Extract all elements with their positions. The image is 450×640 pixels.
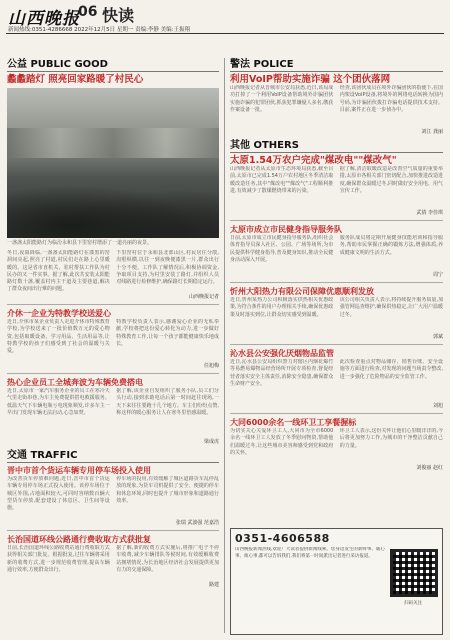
right-column bbox=[230, 58, 443, 472]
divider bbox=[7, 304, 219, 305]
article-body-jump-start bbox=[7, 388, 219, 439]
article-body-sanitation-workers bbox=[230, 428, 443, 465]
body-paragraph: 特教学校负责人表示,感谢爱心企业的无私奉献,学校将把这份爱心转化为动力,进一步做好特殊教育工作,让每一个孩子都能健康快乐地成长。 bbox=[116, 319, 219, 347]
divider bbox=[7, 373, 219, 374]
body-paragraph: 据了解,新的收费方式实施后,将推广电子不停车收费,减少车辆排队等候时间,有效缓解收费站拥堵情况,为长治地区经济社会发展提供更加有力的交通保障。 bbox=[116, 545, 219, 573]
body-paragraph: 山西晚报记者从太原市生态环境局获悉,截至目前,太原市已完成1.54万户农村地区冬季清洁取暖改造任务,其中"煤改电""煤改气"工程顺利推进,有效减少了散煤燃烧带来的污染。 bbox=[230, 166, 334, 194]
article-credit: 刘江 龚丽 bbox=[421, 129, 443, 135]
body-paragraph: 此次检查重点对物品储存、销售台账、安全设施等方面进行检查,对发现的问题当场责令整改,进一步强化了危险物品的安全监管工作。 bbox=[339, 359, 443, 380]
body-paragraph: 经查,该团伙成员在境外诈骗团伙的指使下,在国内架设VoIP设备,将境外的网络电话转换为国内号码,为诈骗团伙拨打诈骗电话提供技术支持。目前,案件正在进一步侦办中。 bbox=[339, 85, 443, 113]
article-body-clean-heating bbox=[230, 166, 443, 210]
article-title-truck-parking[interactable]: 晋中市首个货运车辆专用停车场投入使用 bbox=[7, 466, 151, 475]
article-title-heating-company[interactable]: 忻州大阳热力有限公司保障优惠顺利发放 bbox=[230, 287, 374, 296]
article-body-heating-company bbox=[230, 297, 443, 334]
article-body-hazardous-goods bbox=[230, 359, 443, 403]
header-meta: 新闻热线:0351-4286668 2022年12月5日 星期一 责编:李静 美编:王振翔 bbox=[8, 27, 191, 33]
column-separator bbox=[224, 58, 225, 633]
article-title-street-lamps[interactable]: 蠡蠡踏灯 照亮回家路暖了村民心 bbox=[7, 74, 144, 85]
header-rule bbox=[6, 33, 444, 34]
article-credit: 山西晚报记者 bbox=[188, 294, 219, 300]
body-paragraph: 该公司相关负责人表示,将持续提升服务质量,加强管网巡查维护,确保供热稳定,让广大用户温暖过冬。 bbox=[339, 297, 443, 318]
body-paragraph: 停车场的投用,有效缓解了城区道路货车乱停乱放的现象,为货车司机提供了安全、便捷的停车和休息环境,同时也提升了城市形象和道路通行效率。 bbox=[116, 476, 219, 504]
section-tag-traffic: 交通 TRAFFIC bbox=[7, 449, 219, 463]
article-credit: 郭斌 bbox=[432, 334, 443, 340]
body-paragraph: 山西晚报记者从晋城市公安局获悉,近日,该局成功打掉了一个利用VoIP设备帮助境外诈骗团伙实施诈骗的犯罪团伙,抓获犯罪嫌疑人多名,缴获作案设备一批。 bbox=[230, 85, 334, 113]
article-credit: 武倩 李佳琪 bbox=[416, 210, 443, 216]
qr-code-icon[interactable] bbox=[390, 549, 438, 597]
body-paragraph: 据了解,清洁取暖改造是改善空气质量的重要举措,太原市各相关部门密切配合,加快推进改造进度,确保群众温暖过冬,同时做好安全用电、用气宣传工作。 bbox=[339, 166, 443, 194]
divider bbox=[230, 344, 443, 345]
body-paragraph: 下里窑村位于永和县北部山区,村民居住分散,沟壑纵横,以往一到夜晚便漆黑一片,群众出行十分不便。工作队了解情况后,积极协调资金,争取项目支持,为村里安装了路灯,并组织人员对线路进行检修维护,确保路灯长期稳定运行。 bbox=[116, 250, 219, 286]
page-header bbox=[0, 0, 450, 34]
ad-text: 山西晚报新闻热线,欢迎广大读者提供新闻线索。您身边发生的新鲜事、暖心事、烦心事,都可以告诉我们,我们将第一时间派出记者进行采访报道。 bbox=[235, 547, 385, 559]
body-paragraph: 近日,忻州某热力公司积极落实供热相关优惠政策,为符合条件的用户办理相关手续,确保优惠政策及时落实到位,让群众切实感受到温暖。 bbox=[230, 297, 334, 318]
body-paragraph: 服务队成员将定期开展健身技能培训和指导服务,帮助市民掌握正确的锻炼方法,增强体质,养成健康文明的生活方式。 bbox=[339, 235, 443, 256]
divider bbox=[7, 530, 219, 531]
body-paragraph: 近日,太原市一家汽车服务企业的员工在寒冷天气里走街串巷,为车主免费提供搭电救援服务。低温天气下车辆电瓶亏电现象频发,许多车主一早出门发现车辆无法启动,心急如焚。 bbox=[7, 388, 110, 416]
article-credit: 任旭梅 bbox=[203, 363, 219, 369]
article-title-special-school[interactable]: 介休一企业为特教学校送爱心 bbox=[7, 309, 111, 318]
village-night-photo bbox=[7, 88, 219, 238]
page-number: 06 bbox=[78, 4, 98, 20]
article-title-voip-fraud[interactable]: 利用VoIP帮助实施诈骗 这个团伙落网 bbox=[230, 74, 391, 85]
qr-label: 扫码关注 bbox=[404, 601, 422, 606]
section-tag-public-good: 公益 PUBLIC GOOD bbox=[7, 58, 219, 72]
article-credit: 张瑞 武波强 范嘉浩 bbox=[175, 520, 219, 526]
article-title-fitness-team[interactable]: 太原市成立市民健身指导服务队 bbox=[230, 225, 342, 234]
body-paragraph: 近日,沁水县公安局组织警力对辖区内烟花爆竹等易燃易爆物品经营场所开展专项检查,督促经营者落实安全主体责任,消除安全隐患,确保群众生命财产安全。 bbox=[230, 359, 334, 387]
article-body-street-lamps bbox=[7, 250, 219, 294]
divider bbox=[230, 220, 443, 221]
article-title-clean-heating[interactable]: 太原1.54万农户完成"煤改电""煤改气" bbox=[230, 155, 397, 166]
article-body-special-school bbox=[7, 319, 219, 363]
section-tag-police: 警法 POLICE bbox=[230, 58, 443, 72]
section-name: 快读 bbox=[102, 6, 135, 25]
masthead: 山西晚报 bbox=[8, 9, 80, 29]
body-paragraph: 日前,长治国道环线公路收费站通行费收取方式获得相关部门批复。根据批复,过往车辆将采用新的收费方式,进一步规范收费管理,提高车辆通行效率,方便群众出行。 bbox=[7, 545, 110, 573]
article-credit: 刘俊丽 赵红 bbox=[416, 465, 443, 471]
body-paragraph: 为改善货车停放难问题,近日,晋中市首个货运车辆专用停车场正式投入使用。该停车场位于城区外围,占地面积较大,可同时容纳数百辆大型货车停放,配套建设了休息区、卫生间等设施。 bbox=[7, 476, 110, 512]
divider bbox=[230, 413, 443, 414]
hotline-phone[interactable]: 0351-4606588 bbox=[235, 532, 330, 545]
article-body-truck-parking bbox=[7, 476, 219, 520]
article-title-toll-road[interactable]: 长治国道环线公路通行费收取方式获批复 bbox=[7, 535, 151, 544]
divider bbox=[230, 282, 443, 283]
body-paragraph: 日前,太原市成立市民健身指导服务队,组织社会体育指导员深入社区、公园、广场等场所,为市民提供科学健身指导,普及健身知识,推动全民健身活动深入开展。 bbox=[230, 235, 334, 263]
left-column bbox=[7, 58, 219, 589]
body-paragraph: 环卫工人表示,这份关怀让他们心里暖洋洋的,今后将更加努力工作,为城市的干净整洁贡献自己的力量。 bbox=[339, 428, 443, 449]
article-credit: 梁成虎 bbox=[203, 439, 219, 445]
article-title-hazardous-goods[interactable]: 沁水县公安强化厌烟物品监管 bbox=[230, 349, 334, 358]
body-paragraph: 据了解,该企业自发组织了服务小队,员工们分头行动,接到求助电话后第一时间赶往现场,一天下来往往要跑十几个地方。车主们纷纷点赞,称这样的暖心服务让人在寒冬里倍感温暖。 bbox=[116, 388, 219, 416]
hotline-ad-box bbox=[230, 528, 443, 635]
article-credit: 周宁 bbox=[432, 272, 443, 278]
article-body-voip-fraud bbox=[230, 85, 443, 129]
body-paragraph: 为切实关心关爱环卫工人,大同市为全市6000余名一线环卫工人发放了冬季慰问物资,帮助他们温暖过冬,让这些城市美容师感受到党和政府的关怀。 bbox=[230, 428, 334, 456]
article-credit: 刘旭 bbox=[432, 403, 443, 409]
body-paragraph: 冬日,夜幕降临,一盏盏太阳能路灯在漆黑的窑洞间亮起,照亮了村道,村民们走在路上心里暖暖的。这是省市直机关、驻村帮扶工作队为村民办的又一件实事。据了解,此次共安装太阳能路灯数十盏,覆盖村内主干道及主要巷道,解决了群众夜间出行难的问题。 bbox=[7, 250, 110, 293]
article-title-sanitation-workers[interactable]: 大同6000余名一线环卫工享餐握标 bbox=[230, 418, 357, 427]
article-body-toll-road bbox=[7, 545, 219, 582]
body-paragraph: 近日,介休市某企业负责人走进介休市特殊教育学校,为学校送来了一批价值数万元的爱心物资,包括取暖设备、学习用品、生活用品等,让特教学校的孩子们感受到了社会的温暖与关爱。 bbox=[7, 319, 110, 355]
photo-caption: 一盏盏太阳能路灯为临汾永和县下里窑村增添了一道亮丽的夜景。 bbox=[7, 240, 153, 246]
section-tag-others: 其他 OTHERS bbox=[230, 139, 443, 153]
article-credit: 路建 bbox=[208, 582, 219, 588]
article-body-fitness-team bbox=[230, 235, 443, 272]
article-title-jump-start[interactable]: 热心企业员工全城奔波为车辆免费搭电 bbox=[7, 378, 143, 387]
